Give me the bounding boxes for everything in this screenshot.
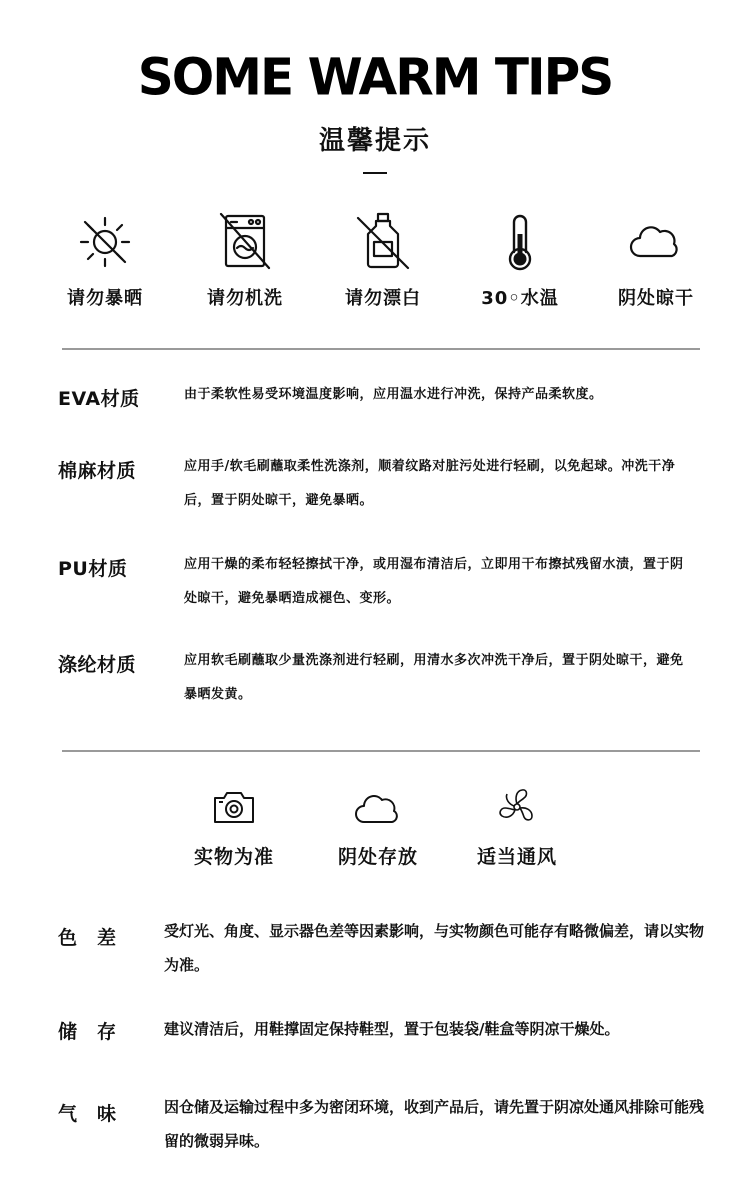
care-item-no-bleach (318, 210, 448, 310)
feature-item-real-object (164, 786, 304, 869)
note-desc: 建议清洁后，用鞋撑固定保持鞋型，置于包装袋/鞋盒等阴凉干燥处。 (164, 1020, 620, 1038)
note-name: 气味 (58, 1103, 137, 1125)
cloud-icon (352, 786, 404, 828)
note-name: 色差 (58, 927, 137, 949)
material-name: EVA材质 (58, 388, 140, 410)
feature-item-shade-storage (308, 786, 448, 869)
material-desc: 应用软毛刷蘸取少量洗涤剂进行轻刷，用清水多次冲洗干净后，置于阴处晾干，避免暴晒发黄。 (184, 653, 684, 702)
care-label: 阴处晾干 (618, 288, 694, 309)
care-icons-row (0, 210, 750, 320)
fan-icon (494, 786, 540, 828)
material-desc: 应用干燥的柔布轻轻擦拭干净，或用湿布清洁后，立即用干布擦拭残留水渍，置于阴处晾干，避免暴晒造成褪色、变形。 (184, 557, 684, 606)
section-divider (62, 750, 700, 752)
care-item-no-sun (40, 210, 170, 310)
page-subtitle: 温馨提示 (318, 126, 431, 156)
section-divider (62, 348, 700, 350)
care-label: 30◦水温 (481, 288, 559, 309)
camera-icon (211, 786, 257, 828)
cloud-icon (626, 210, 686, 272)
no-bleach-icon (352, 210, 414, 272)
material-desc: 由于柔软性易受环境温度影响，应用温水进行冲洗，保持产品柔软度。 (184, 387, 603, 402)
material-name: 棉麻材质 (58, 460, 137, 482)
care-item-shade-dry (591, 210, 721, 310)
note-desc: 受灯光、角度、显示器色差等因素影响，与实物颜色可能存有略微偏差，请以实物为准。 (164, 922, 705, 974)
care-label: 请勿漂白 (345, 288, 421, 309)
material-desc: 应用手/软毛刷蘸取柔性洗涤剂，顺着纹路对脏污处进行轻刷，以免起球。冲洗干净后，置于阴处晾干，避免暴晒。 (184, 459, 676, 508)
title-divider (363, 172, 387, 174)
feature-label: 实物为准 (193, 846, 274, 868)
note-desc: 因仓储及运输过程中多为密闭环境，收到产品后，请先置于阴凉处通风排除可能残留的微弱异味。 (164, 1098, 705, 1150)
feature-icons-row (0, 786, 750, 876)
care-label: 请勿机洗 (207, 288, 283, 309)
feature-label: 阴处存放 (337, 846, 418, 868)
feature-label: 适当通风 (476, 846, 557, 868)
care-item-water-temp (455, 210, 585, 310)
note-name: 储存 (58, 1021, 137, 1043)
thermometer-icon (490, 210, 550, 272)
feature-item-ventilation (447, 786, 587, 869)
material-name: 涤纶材质 (58, 654, 137, 676)
care-item-no-machine-wash (180, 210, 310, 310)
page-title: SOME WARM TIPS (137, 47, 613, 107)
material-name: PU材质 (58, 558, 128, 580)
no-machine-wash-icon (215, 210, 275, 272)
care-label: 请勿暴晒 (67, 288, 143, 309)
no-sun-icon (75, 210, 135, 272)
